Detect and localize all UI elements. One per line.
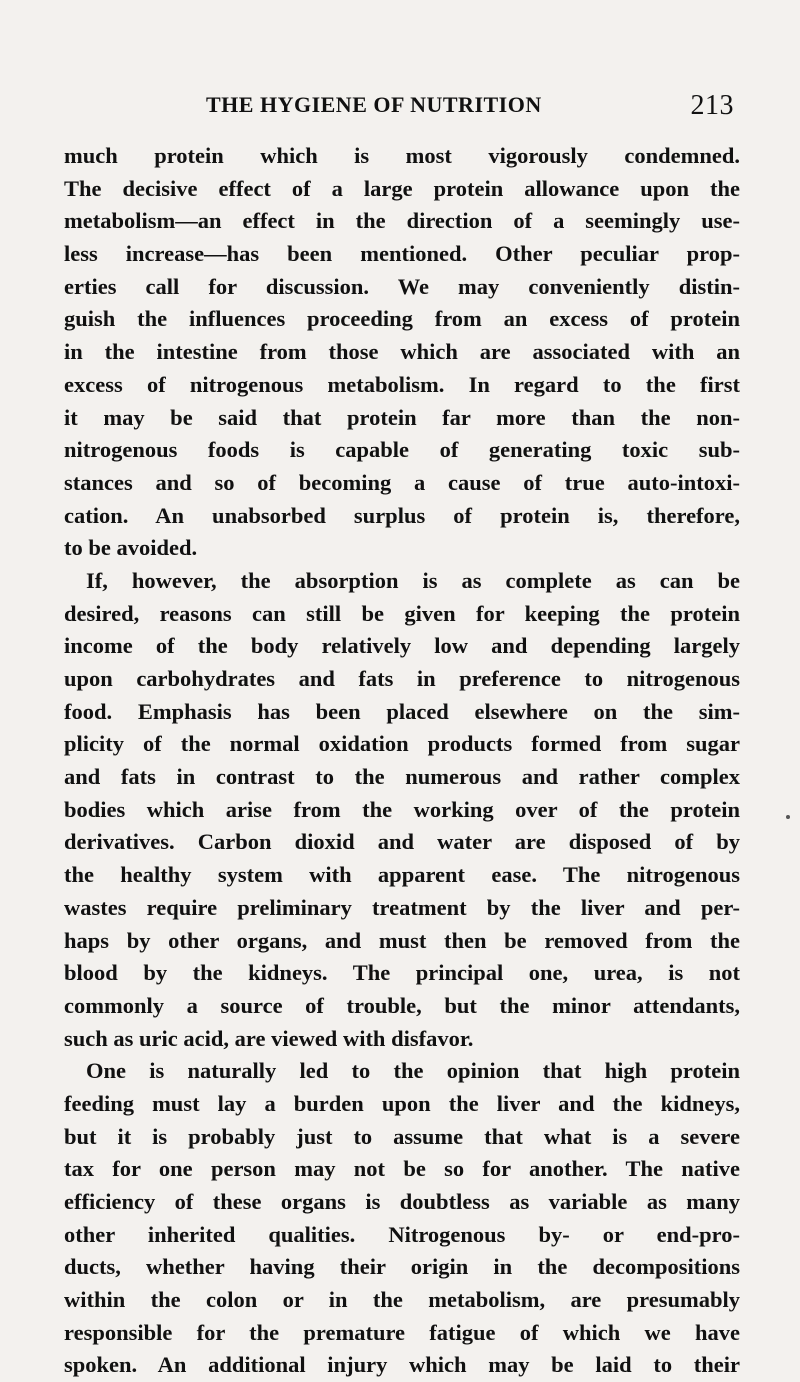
text-line: but it is probably just to assume that what is a severe — [64, 1123, 740, 1149]
text-line: and fats in contrast to the numerous and rather complex — [64, 764, 740, 790]
text-line: erties call for discussion. We may conveniently distin- — [64, 273, 740, 299]
text-line: spoken. An additional injury which may be laid to their — [64, 1352, 740, 1378]
paragraph-start-line: One is naturally led to the opinion that high protein — [86, 1058, 740, 1084]
text-line: less increase—has been mentioned. Other peculiar prop- — [64, 241, 740, 267]
text-line: blood by the kidneys. The principal one, urea, is not — [64, 960, 740, 986]
running-title: THE HYGIENE OF NUTRITION — [206, 92, 542, 117]
text-line: haps by other organs, and must then be removed from the — [64, 927, 740, 953]
text-line: the healthy system with apparent ease. The nitrogenous — [64, 862, 740, 888]
text-line: metabolism—an effect in the direction of a seemingly use- — [64, 208, 740, 234]
text-line: tax for one person may not be so for another. The native — [64, 1156, 740, 1182]
text-line: commonly a source of trouble, but the minor attendants, — [64, 992, 740, 1018]
text-line: derivatives. Carbon dioxid and water are disposed of by — [64, 829, 740, 855]
text-line: within the colon or in the metabolism, are presumably — [64, 1287, 740, 1313]
paragraph-end-line: to be avoided. — [64, 535, 198, 561]
text-line: bodies which arise from the working over of the protein — [64, 796, 740, 822]
paragraph-end-line: such as uric acid, are viewed with disfavor. — [64, 1025, 474, 1051]
text-line: responsible for the premature fatigue of which we have — [64, 1319, 740, 1345]
body-text — [64, 140, 740, 1382]
text-line: ducts, whether having their origin in the decompositions — [64, 1254, 740, 1280]
text-line: upon carbohydrates and fats in preference to nitrogenous — [64, 666, 740, 691]
page-number: 213 — [690, 90, 734, 121]
text-line: cation. An unabsorbed surplus of protein is, therefore, — [64, 502, 740, 528]
text-line: plicity of the normal oxidation products formed from sugar — [64, 731, 740, 757]
text-line: efficiency of these organs is doubtless as variable as many — [64, 1189, 740, 1214]
text-line: excess of nitrogenous metabolism. In regard to the first — [64, 371, 740, 397]
text-line: in the intestine from those which are associated with an — [64, 339, 740, 365]
text-line: it may be said that protein far more than the non- — [64, 404, 740, 430]
margin-speck — [786, 815, 790, 819]
text-line: income of the body relatively low and depending largely — [64, 633, 740, 659]
text-line: guish the influences proceeding from an excess of protein — [64, 306, 740, 332]
text-line: feeding must lay a burden upon the liver and the kidneys, — [64, 1090, 740, 1116]
text-line: nitrogenous foods is capable of generating toxic sub- — [64, 437, 740, 463]
text-line: food. Emphasis has been placed elsewhere on the sim- — [64, 698, 740, 724]
text-line: wastes require preliminary treatment by the liver and per- — [64, 894, 740, 920]
text-line: desired, reasons can still be given for keeping the protein — [64, 600, 740, 626]
text-line: stances and so of becoming a cause of true auto-intoxi- — [64, 469, 740, 495]
text-line: other inherited qualities. Nitrogenous by- or end-pro- — [64, 1221, 740, 1247]
running-head — [64, 92, 734, 124]
paragraph-start-line: If, however, the absorption is as complete as can be — [86, 567, 740, 593]
text-line: much protein which is most vigorously condemned. — [64, 143, 740, 168]
text-line: The decisive effect of a large protein allowance upon the — [64, 175, 740, 201]
